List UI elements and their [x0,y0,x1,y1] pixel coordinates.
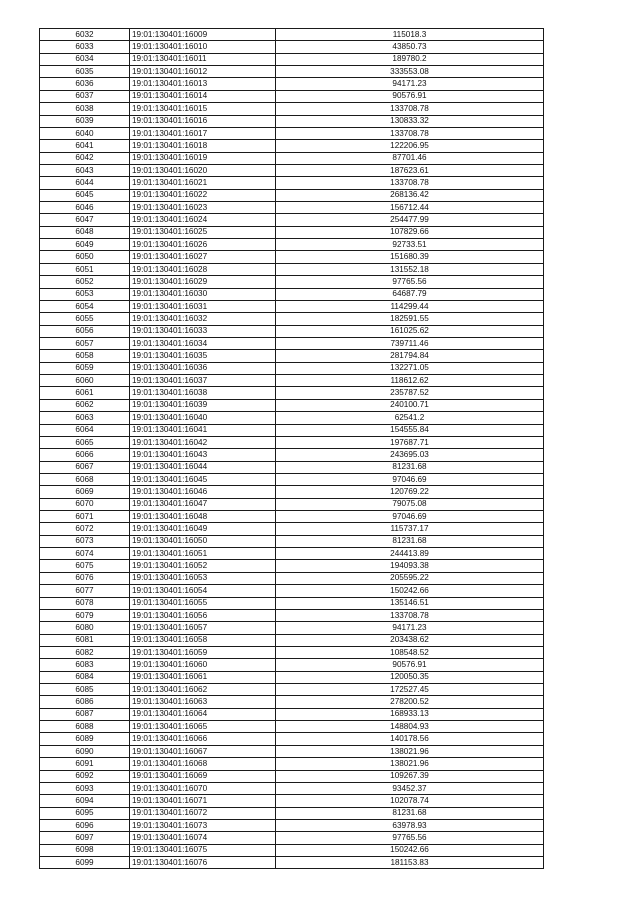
value-cell: 120050.35 [276,671,544,683]
cadastral-number-cell: 19:01:130401:16054 [130,585,276,597]
row-number-cell: 6074 [40,548,130,560]
value-cell: 118612.62 [276,375,544,387]
value-cell: 181153.83 [276,857,544,869]
cadastral-number-cell: 19:01:130401:16075 [130,844,276,856]
value-cell: 161025.62 [276,325,544,337]
row-number-cell: 6045 [40,189,130,201]
cadastral-number-cell: 19:01:130401:16076 [130,857,276,869]
row-number-cell: 6066 [40,449,130,461]
row-number-cell: 6047 [40,214,130,226]
cadastral-number-cell: 19:01:130401:16059 [130,646,276,658]
value-cell: 97046.69 [276,473,544,485]
cadastral-number-cell: 19:01:130401:16031 [130,300,276,312]
value-cell: 97765.56 [276,832,544,844]
table-row [40,745,544,757]
cadastral-number-cell: 19:01:130401:16041 [130,424,276,436]
cadastral-number-cell: 19:01:130401:16058 [130,634,276,646]
value-cell: 93452.37 [276,782,544,794]
value-cell: 182591.55 [276,313,544,325]
value-cell: 244413.89 [276,548,544,560]
row-number-cell: 6096 [40,820,130,832]
value-cell: 140178.56 [276,733,544,745]
table-row [40,276,544,288]
row-number-cell: 6072 [40,523,130,535]
table-row [40,214,544,226]
value-cell: 122206.95 [276,140,544,152]
value-cell: 133708.78 [276,103,544,115]
cadastral-number-cell: 19:01:130401:16036 [130,362,276,374]
table-row [40,300,544,312]
cadastral-number-cell: 19:01:130401:16039 [130,399,276,411]
row-number-cell: 6067 [40,461,130,473]
row-number-cell: 6077 [40,585,130,597]
cadastral-number-cell: 19:01:130401:16055 [130,597,276,609]
table-row [40,758,544,770]
value-cell: 120769.22 [276,486,544,498]
table-row [40,53,544,65]
row-number-cell: 6039 [40,115,130,127]
value-cell: 132271.05 [276,362,544,374]
table-row [40,29,544,41]
cadastral-number-cell: 19:01:130401:16060 [130,659,276,671]
cadastral-number-cell: 19:01:130401:16015 [130,103,276,115]
cadastral-number-cell: 19:01:130401:16051 [130,548,276,560]
row-number-cell: 6055 [40,313,130,325]
table-row [40,226,544,238]
table-body [40,29,544,869]
cadastral-number-cell: 19:01:130401:16011 [130,53,276,65]
row-number-cell: 6062 [40,399,130,411]
row-number-cell: 6034 [40,53,130,65]
cadastral-number-cell: 19:01:130401:16028 [130,263,276,275]
row-number-cell: 6094 [40,795,130,807]
row-number-cell: 6071 [40,511,130,523]
row-number-cell: 6084 [40,671,130,683]
table-row [40,820,544,832]
value-cell: 148804.93 [276,721,544,733]
table-row [40,350,544,362]
table-row [40,152,544,164]
row-number-cell: 6042 [40,152,130,164]
cadastral-number-cell: 19:01:130401:16046 [130,486,276,498]
value-cell: 97046.69 [276,511,544,523]
table-row [40,486,544,498]
row-number-cell: 6037 [40,90,130,102]
value-cell: 240100.71 [276,399,544,411]
value-cell: 235787.52 [276,387,544,399]
value-cell: 135146.51 [276,597,544,609]
table-row [40,164,544,176]
row-number-cell: 6089 [40,733,130,745]
value-cell: 43850.73 [276,41,544,53]
value-cell: 63978.93 [276,820,544,832]
table-row [40,795,544,807]
row-number-cell: 6043 [40,164,130,176]
row-number-cell: 6073 [40,535,130,547]
cadastral-number-cell: 19:01:130401:16030 [130,288,276,300]
table-row [40,239,544,251]
cadastral-number-cell: 19:01:130401:16061 [130,671,276,683]
cadastral-number-cell: 19:01:130401:16021 [130,177,276,189]
table-row [40,622,544,634]
row-number-cell: 6051 [40,263,130,275]
value-cell: 154555.84 [276,424,544,436]
table-row [40,177,544,189]
row-number-cell: 6076 [40,572,130,584]
value-cell: 138021.96 [276,745,544,757]
value-cell: 168933.13 [276,708,544,720]
value-cell: 97765.56 [276,276,544,288]
row-number-cell: 6056 [40,325,130,337]
row-number-cell: 6064 [40,424,130,436]
row-number-cell: 6065 [40,436,130,448]
value-cell: 203438.62 [276,634,544,646]
row-number-cell: 6060 [40,375,130,387]
table-row [40,424,544,436]
cadastral-number-cell: 19:01:130401:16042 [130,436,276,448]
cadastral-number-cell: 19:01:130401:16073 [130,820,276,832]
table-row [40,708,544,720]
cadastral-number-cell: 19:01:130401:16057 [130,622,276,634]
cadastral-number-cell: 19:01:130401:16032 [130,313,276,325]
table-row [40,684,544,696]
table-row [40,782,544,794]
table-row [40,461,544,473]
cadastral-number-cell: 19:01:130401:16074 [130,832,276,844]
table-row [40,103,544,115]
value-cell: 133708.78 [276,127,544,139]
row-number-cell: 6083 [40,659,130,671]
cadastral-number-cell: 19:01:130401:16063 [130,696,276,708]
row-number-cell: 6052 [40,276,130,288]
cadastral-number-cell: 19:01:130401:16026 [130,239,276,251]
value-cell: 62541.2 [276,412,544,424]
row-number-cell: 6048 [40,226,130,238]
cadastral-number-cell: 19:01:130401:16047 [130,498,276,510]
table-row [40,412,544,424]
cadastral-number-cell: 19:01:130401:16040 [130,412,276,424]
table-row [40,511,544,523]
table-row [40,202,544,214]
cadastral-number-cell: 19:01:130401:16027 [130,251,276,263]
row-number-cell: 6069 [40,486,130,498]
row-number-cell: 6033 [40,41,130,53]
value-cell: 333553.08 [276,66,544,78]
value-cell: 90576.91 [276,90,544,102]
value-cell: 194093.38 [276,560,544,572]
table-row [40,115,544,127]
row-number-cell: 6078 [40,597,130,609]
row-number-cell: 6092 [40,770,130,782]
table-row [40,375,544,387]
value-cell: 81231.68 [276,535,544,547]
value-cell: 138021.96 [276,758,544,770]
row-number-cell: 6088 [40,721,130,733]
table-row [40,325,544,337]
cadastral-number-cell: 19:01:130401:16048 [130,511,276,523]
value-cell: 254477.99 [276,214,544,226]
cadastral-number-cell: 19:01:130401:16034 [130,337,276,349]
cadastral-number-cell: 19:01:130401:16049 [130,523,276,535]
row-number-cell: 6058 [40,350,130,362]
table-row [40,263,544,275]
cadastral-number-cell: 19:01:130401:16066 [130,733,276,745]
row-number-cell: 6038 [40,103,130,115]
value-cell: 739711.46 [276,337,544,349]
table-row [40,844,544,856]
value-cell: 133708.78 [276,609,544,621]
row-number-cell: 6044 [40,177,130,189]
table-row [40,41,544,53]
row-number-cell: 6091 [40,758,130,770]
value-cell: 102078.74 [276,795,544,807]
value-cell: 151680.39 [276,251,544,263]
row-number-cell: 6057 [40,337,130,349]
value-cell: 94171.23 [276,78,544,90]
value-cell: 114299.44 [276,300,544,312]
table-row [40,770,544,782]
value-cell: 205595.22 [276,572,544,584]
value-cell: 243695.03 [276,449,544,461]
table-row [40,66,544,78]
value-cell: 92733.51 [276,239,544,251]
row-number-cell: 6080 [40,622,130,634]
value-cell: 150242.66 [276,585,544,597]
value-cell: 109267.39 [276,770,544,782]
cadastral-number-cell: 19:01:130401:16018 [130,140,276,152]
row-number-cell: 6054 [40,300,130,312]
row-number-cell: 6070 [40,498,130,510]
table-row [40,251,544,263]
table-row [40,535,544,547]
cadastral-number-cell: 19:01:130401:16065 [130,721,276,733]
row-number-cell: 6032 [40,29,130,41]
cadastral-number-cell: 19:01:130401:16022 [130,189,276,201]
value-cell: 115737.17 [276,523,544,535]
table-row [40,646,544,658]
table-row [40,449,544,461]
cadastral-number-cell: 19:01:130401:16029 [130,276,276,288]
cadastral-number-cell: 19:01:130401:16050 [130,535,276,547]
table-row [40,498,544,510]
cadastral-number-cell: 19:01:130401:16016 [130,115,276,127]
value-cell: 64687.79 [276,288,544,300]
table-row [40,288,544,300]
value-cell: 131552.18 [276,263,544,275]
table-row [40,189,544,201]
value-cell: 197687.71 [276,436,544,448]
value-cell: 278200.52 [276,696,544,708]
cadastral-number-cell: 19:01:130401:16070 [130,782,276,794]
row-number-cell: 6081 [40,634,130,646]
cadastral-number-cell: 19:01:130401:16067 [130,745,276,757]
table-row [40,387,544,399]
row-number-cell: 6035 [40,66,130,78]
value-cell: 94171.23 [276,622,544,634]
cadastral-number-cell: 19:01:130401:16023 [130,202,276,214]
value-cell: 281794.84 [276,350,544,362]
table-row [40,671,544,683]
cadastral-number-cell: 19:01:130401:16033 [130,325,276,337]
cadastral-number-cell: 19:01:130401:16013 [130,78,276,90]
table-row [40,733,544,745]
cadastral-number-cell: 19:01:130401:16038 [130,387,276,399]
table-row [40,127,544,139]
value-cell: 133708.78 [276,177,544,189]
row-number-cell: 6090 [40,745,130,757]
cadastral-number-cell: 19:01:130401:16035 [130,350,276,362]
value-cell: 172527.45 [276,684,544,696]
table-row [40,609,544,621]
value-cell: 108548.52 [276,646,544,658]
row-number-cell: 6061 [40,387,130,399]
table-row [40,560,544,572]
cadastral-number-cell: 19:01:130401:16017 [130,127,276,139]
cadastral-number-cell: 19:01:130401:16071 [130,795,276,807]
table-row [40,696,544,708]
table-row [40,362,544,374]
document-page [39,28,544,869]
row-number-cell: 6082 [40,646,130,658]
table-row [40,832,544,844]
row-number-cell: 6059 [40,362,130,374]
cadastral-number-cell: 19:01:130401:16014 [130,90,276,102]
row-number-cell: 6050 [40,251,130,263]
value-cell: 150242.66 [276,844,544,856]
table-row [40,807,544,819]
row-number-cell: 6063 [40,412,130,424]
table-row [40,721,544,733]
cadastral-number-cell: 19:01:130401:16025 [130,226,276,238]
cadastral-number-cell: 19:01:130401:16024 [130,214,276,226]
cadastral-number-cell: 19:01:130401:16062 [130,684,276,696]
table-row [40,78,544,90]
table-row [40,572,544,584]
table-row [40,399,544,411]
row-number-cell: 6049 [40,239,130,251]
row-number-cell: 6099 [40,857,130,869]
value-cell: 187623.61 [276,164,544,176]
row-number-cell: 6041 [40,140,130,152]
cadastral-number-cell: 19:01:130401:16053 [130,572,276,584]
table-row [40,597,544,609]
row-number-cell: 6086 [40,696,130,708]
row-number-cell: 6046 [40,202,130,214]
table-row [40,90,544,102]
cadastral-number-cell: 19:01:130401:16069 [130,770,276,782]
row-number-cell: 6068 [40,473,130,485]
table-row [40,857,544,869]
value-cell: 156712.44 [276,202,544,214]
row-number-cell: 6079 [40,609,130,621]
cadastral-number-cell: 19:01:130401:16072 [130,807,276,819]
cadastral-number-cell: 19:01:130401:16044 [130,461,276,473]
row-number-cell: 6097 [40,832,130,844]
row-number-cell: 6085 [40,684,130,696]
cadastral-number-cell: 19:01:130401:16020 [130,164,276,176]
cadastral-number-cell: 19:01:130401:16064 [130,708,276,720]
row-number-cell: 6075 [40,560,130,572]
table-row [40,140,544,152]
value-cell: 81231.68 [276,807,544,819]
value-cell: 268136.42 [276,189,544,201]
cadastral-number-cell: 19:01:130401:16009 [130,29,276,41]
row-number-cell: 6036 [40,78,130,90]
row-number-cell: 6087 [40,708,130,720]
row-number-cell: 6098 [40,844,130,856]
cadastral-number-cell: 19:01:130401:16019 [130,152,276,164]
table-row [40,337,544,349]
table-row [40,313,544,325]
cadastral-number-cell: 19:01:130401:16068 [130,758,276,770]
cadastral-number-cell: 19:01:130401:16045 [130,473,276,485]
table-row [40,548,544,560]
row-number-cell: 6093 [40,782,130,794]
cadastral-number-cell: 19:01:130401:16012 [130,66,276,78]
table-row [40,659,544,671]
row-number-cell: 6053 [40,288,130,300]
table-row [40,473,544,485]
table-row [40,436,544,448]
table-row [40,585,544,597]
value-cell: 115018.3 [276,29,544,41]
value-cell: 79075.08 [276,498,544,510]
value-cell: 189780.2 [276,53,544,65]
value-cell: 87701.46 [276,152,544,164]
value-cell: 130833.32 [276,115,544,127]
cadastral-number-cell: 19:01:130401:16043 [130,449,276,461]
value-cell: 90576.91 [276,659,544,671]
table-row [40,634,544,646]
value-cell: 81231.68 [276,461,544,473]
table-row [40,523,544,535]
row-number-cell: 6040 [40,127,130,139]
cadastral-number-cell: 19:01:130401:16037 [130,375,276,387]
value-cell: 107829.66 [276,226,544,238]
cadastral-number-cell: 19:01:130401:16056 [130,609,276,621]
cadastral-number-cell: 19:01:130401:16052 [130,560,276,572]
cadastral-number-cell: 19:01:130401:16010 [130,41,276,53]
data-table [39,28,544,869]
row-number-cell: 6095 [40,807,130,819]
